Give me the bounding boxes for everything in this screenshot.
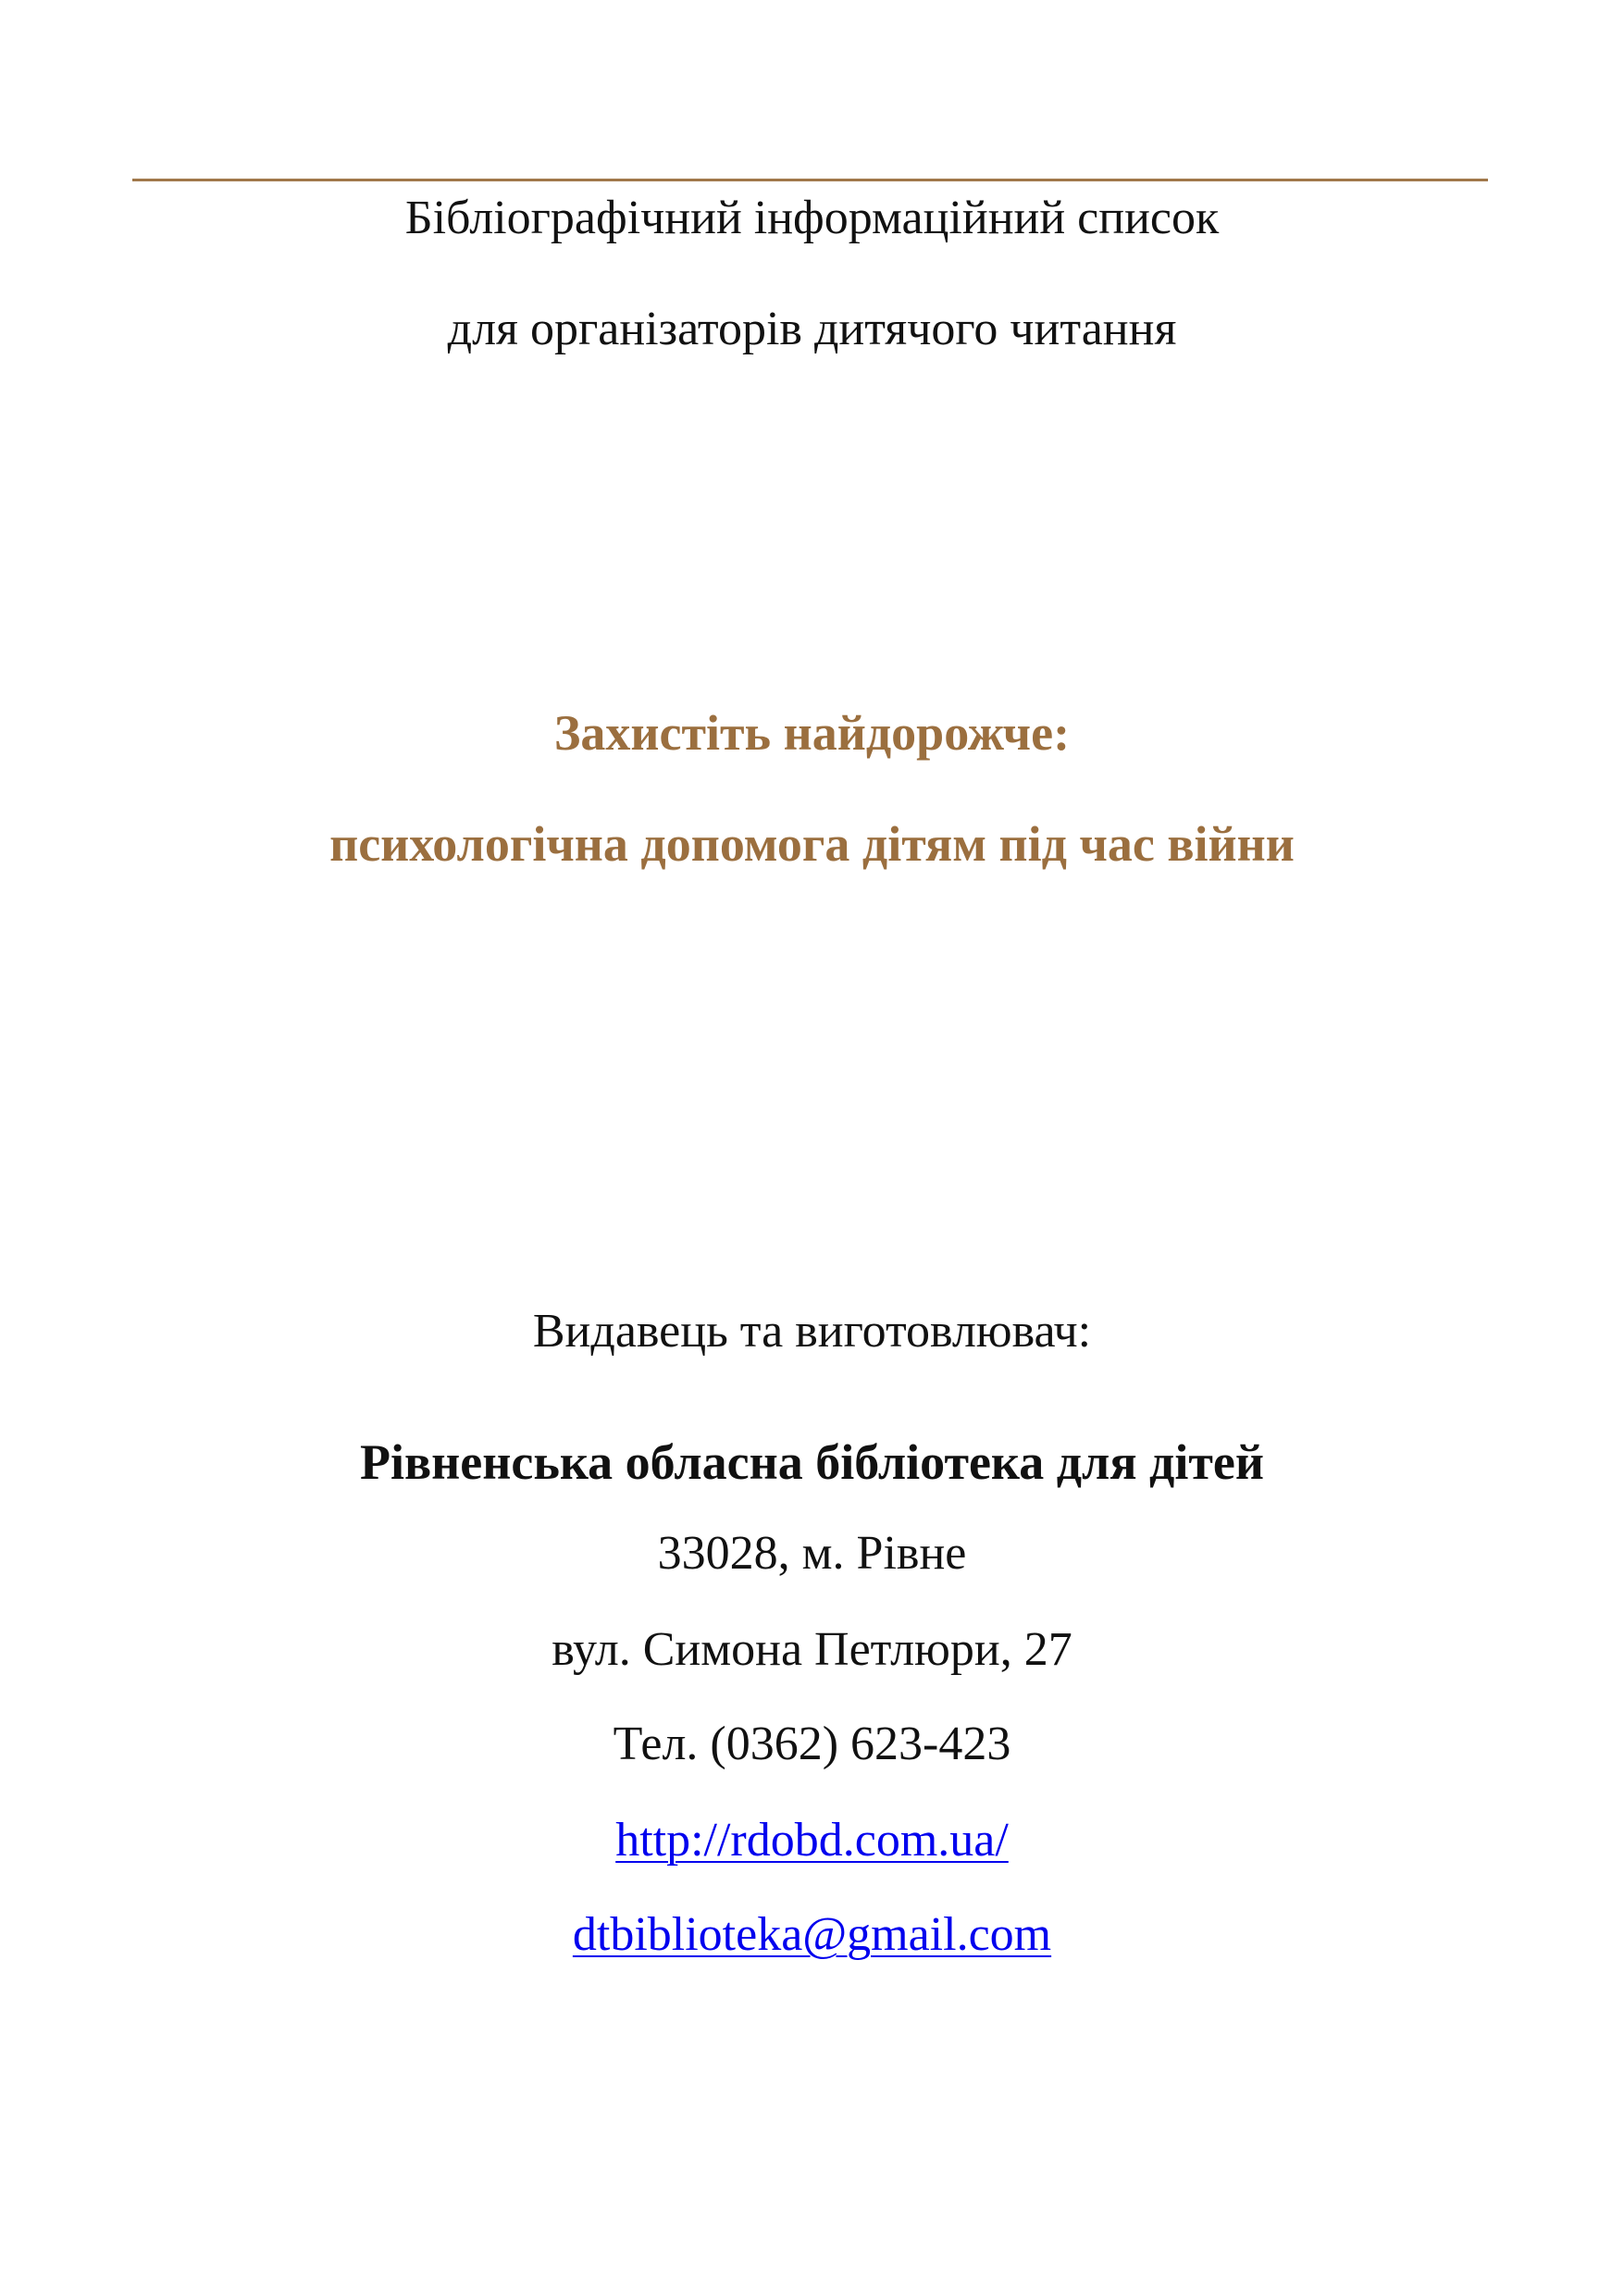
document-type-line1: Бібліографічний інформаційний список (404, 192, 1220, 244)
title-line1: Захистіть найдорожче: (553, 705, 1071, 761)
document-type-line2: для організаторів дитячого читання (447, 303, 1177, 355)
publisher-label: Видавець та виготовлювач: (532, 1305, 1092, 1358)
website-link[interactable]: http://rdobd.com.ua/ (615, 1814, 1009, 1867)
email-link[interactable]: dtbiblioteka@gmail.com (572, 1908, 1052, 1961)
title-line2: психологічна допомога дітям під час війни (329, 816, 1295, 872)
website-link-row (0, 1814, 1624, 1867)
publisher-phone: Тел. (0362) 623-423 (613, 1718, 1011, 1770)
top-divider-line (132, 179, 1488, 181)
email-link-row (0, 1908, 1624, 1961)
publisher-street-address: вул. Симона Петлюри, 27 (552, 1623, 1072, 1676)
publisher-postal-address: 33028, м. Рівне (657, 1527, 967, 1580)
publisher-name: Рівненська обласна бібліотека для дітей (360, 1434, 1264, 1490)
